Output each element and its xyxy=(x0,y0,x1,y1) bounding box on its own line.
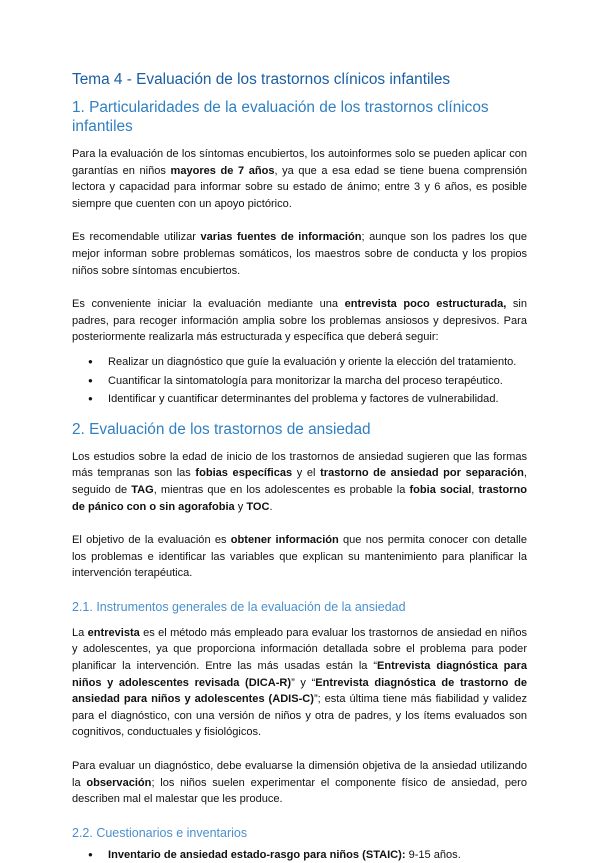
list-item: ● Realizar un diagnóstico que guíe la evaluación y oriente la elección del tratamiento. xyxy=(72,354,527,371)
s2-paragraph-2: El objetivo de la evaluación es obtener información que nos permita conocer con detalle los problemas e identificar las variables que explican su mantenimiento para planificar la intervención terapéutica. xyxy=(72,534,528,580)
s2-paragraph-1: Los estudios sobre la edad de inicio de los trastornos de ansiedad sugieren que las formas más tempranas son las fobias específicas y el trastorno de ansiedad por separación, seguido de TAG, mientras que en los adolescentes es probable la fobia social, trastorno de pánico con o sin agorafobia y TOC. xyxy=(72,450,527,513)
list-item: ● Inventario de ansiedad estado-rasgo para niños (STAIC): 9-15 años. xyxy=(72,847,527,863)
s1-bullet-list xyxy=(72,354,527,408)
section-2-2-heading: 2.2. Cuestionarios e inventarios xyxy=(72,825,248,840)
document-title: Tema 4 - Evaluación de los trastornos clínicos infantiles xyxy=(72,71,451,88)
s1-paragraph-3: Es conveniente iniciar la evaluación mediante una entrevista poco estructurada, sin padres, para recoger información amplia sobre los problemas ansiosos y depresivos. Para posteriormente realizarla más estructurada y específica que deberá seguir: xyxy=(72,298,527,344)
section-1-heading: 1. Particularidades de la evaluación de los trastornos clínicos infantiles xyxy=(72,99,489,135)
list-item: ● Cuantificar la sintomatología para monitorizar la marcha del proceso terapéutico. xyxy=(72,373,527,390)
s21-paragraph-1: La entrevista es el método más empleado para evaluar los trastornos de ansiedad en niños y adolescentes, ya que proporciona información detallada sobre el problema para poder planificar la intervención. Entre las más usadas están la “Entrevista diagnóstica para niños y adolescentes revisada (DICA-R)” y “Entrevista diagnóstica de trastorno de ansiedad para niños y adolescentes (ADIS-C)”; esta última tiene más fiabilidad y validez para el diagnóstico, con una versión de niños y otra de padres, y los ítems evaluados son cognitivos, conductuales y fisiológicos. xyxy=(72,626,527,739)
bullet-icon: ● xyxy=(88,375,93,385)
s22-bullet-list xyxy=(72,847,527,863)
section-2-heading: 2. Evaluación de los trastornos de ansiedad xyxy=(72,420,371,438)
bullet-icon: ● xyxy=(88,356,93,366)
section-2-1-heading: 2.1. Instrumentos generales de la evaluación de la ansiedad xyxy=(72,599,406,614)
s1-paragraph-2: Es recomendable utilizar varias fuentes de información; aunque son los padres los que mejor informan sobre problemas somáticos, los maestros sobre de conducta y los propios niños sobre síntomas encubiertos. xyxy=(72,231,527,277)
s21-paragraph-2: Para evaluar un diagnóstico, debe evaluarse la dimensión objetiva de la ansiedad utilizando la observación; los niños suelen experimentar el componente físico de ansiedad, pero describen mal el malestar que les produce. xyxy=(72,760,527,806)
list-item: ● Identificar y cuantificar determinantes del problema y factores de vulnerabilidad. xyxy=(72,391,527,408)
bullet-icon: ● xyxy=(88,394,93,404)
s1-paragraph-1: Para la evaluación de los síntomas encubiertos, los autoinformes solo se pueden aplicar con garantías en niños mayores de 7 años, ya que a esa edad se tiene buena comprensión lectora y capacidad para informar sobre su estado de ánimo; entre 3 y 6 años, es posible siempre que cuenten con un apoyo pictórico. xyxy=(72,148,527,210)
bullet-icon: ● xyxy=(88,849,93,859)
